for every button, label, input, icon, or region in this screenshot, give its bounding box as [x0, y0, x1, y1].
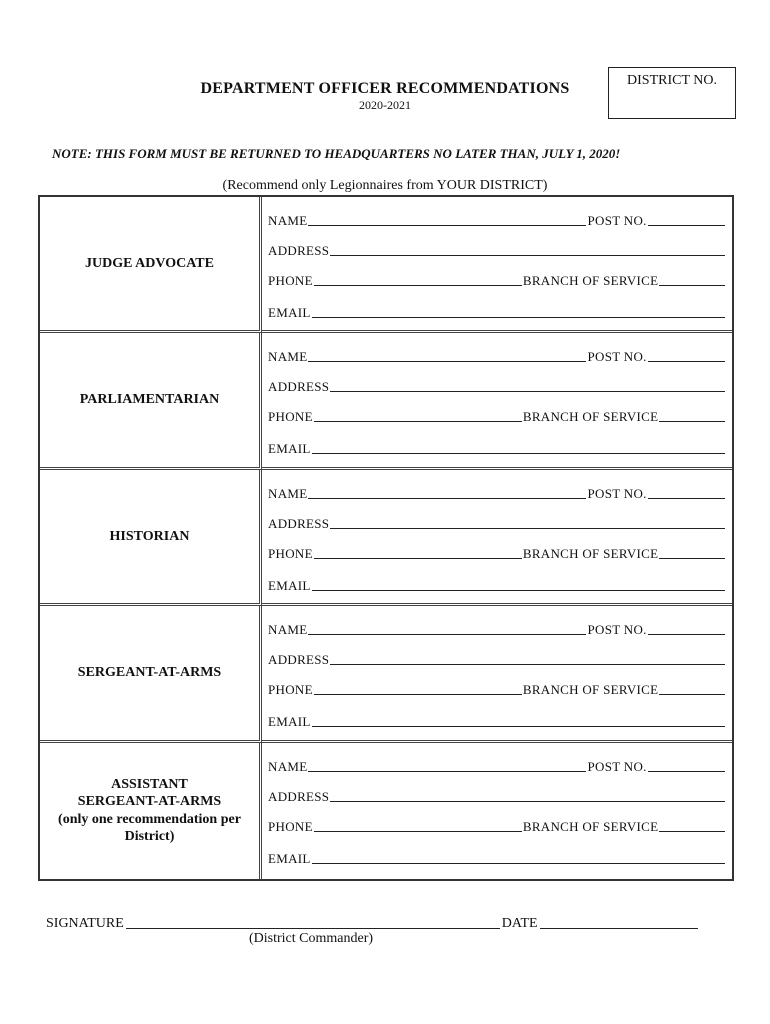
- address-label: ADDRESS: [268, 243, 330, 258]
- post-no-label: POST NO.: [587, 349, 647, 365]
- position-cell-parliamentarian: [40, 333, 262, 469]
- address-row: [268, 650, 726, 668]
- fields-cell-sergeant-at-arms: [262, 606, 732, 742]
- branch-label: BRANCH OF SERVICE: [522, 409, 659, 425]
- phone-input-line[interactable]: [314, 421, 522, 422]
- email-label: EMAIL: [268, 305, 311, 320]
- email-row: [268, 849, 726, 867]
- address-input-line[interactable]: [330, 801, 725, 802]
- name-input-line[interactable]: [308, 498, 586, 499]
- position-title-block: [85, 255, 214, 273]
- signature-line[interactable]: [126, 928, 500, 929]
- email-input-line[interactable]: [312, 863, 725, 864]
- position-title: SERGEANT-AT-ARMS: [77, 665, 222, 681]
- branch-label: BRANCH OF SERVICE: [522, 545, 659, 561]
- form-year: 2020-2021: [359, 98, 411, 112]
- position-title-block: [110, 528, 190, 546]
- phone-input-line[interactable]: [314, 694, 522, 695]
- date-label: DATE: [501, 916, 538, 931]
- name-input-line[interactable]: [308, 225, 586, 226]
- branch-input-line[interactable]: [659, 558, 725, 559]
- email-row: [268, 303, 726, 321]
- phone-branch-row: [268, 680, 726, 698]
- address-label: ADDRESS: [268, 515, 330, 531]
- position-title: HISTORIAN: [109, 528, 190, 544]
- address-row: [268, 514, 726, 532]
- name-post-row: [268, 211, 726, 229]
- post-no-label: POST NO.: [587, 213, 647, 228]
- post-no-input-line[interactable]: [648, 634, 725, 635]
- phone-branch-row: [268, 271, 726, 289]
- branch-label: BRANCH OF SERVICE: [522, 818, 659, 834]
- position-cell-judge-advocate: [40, 197, 262, 333]
- email-row: [268, 439, 726, 457]
- branch-label: BRANCH OF SERVICE: [522, 273, 659, 288]
- address-input-line[interactable]: [330, 255, 725, 256]
- email-row: [268, 576, 726, 594]
- signature-label: SIGNATURE: [46, 916, 124, 931]
- address-label: ADDRESS: [268, 788, 330, 804]
- phone-input-line[interactable]: [314, 285, 522, 286]
- position-cell-assistant-sergeant-at-arms: [40, 743, 262, 879]
- phone-label: PHONE: [268, 273, 313, 288]
- name-label: NAME: [268, 758, 308, 774]
- post-no-label: POST NO.: [587, 758, 647, 774]
- name-post-row: [268, 757, 726, 775]
- name-post-row: [268, 347, 726, 365]
- fields-cell-parliamentarian: [262, 333, 732, 469]
- name-label: NAME: [268, 622, 308, 638]
- address-row: [268, 787, 726, 805]
- address-input-line[interactable]: [330, 528, 725, 529]
- address-label: ADDRESS: [268, 379, 330, 395]
- position-title: PARLIAMENTARIAN: [79, 392, 220, 408]
- name-label: NAME: [268, 485, 308, 501]
- phone-label: PHONE: [268, 409, 313, 425]
- name-post-row: [268, 484, 726, 502]
- post-no-label: POST NO.: [587, 622, 647, 638]
- email-input-line[interactable]: [312, 590, 725, 591]
- position-title: JUDGE ADVOCATE: [85, 255, 214, 271]
- branch-input-line[interactable]: [659, 831, 725, 832]
- post-no-label: POST NO.: [587, 485, 647, 501]
- email-input-line[interactable]: [312, 317, 725, 318]
- recommendations-table: [38, 195, 734, 881]
- email-label: EMAIL: [268, 714, 311, 730]
- branch-input-line[interactable]: [659, 421, 725, 422]
- position-title-block: [78, 664, 221, 682]
- phone-branch-row: [268, 817, 726, 835]
- phone-label: PHONE: [268, 682, 313, 698]
- email-input-line[interactable]: [312, 453, 725, 454]
- position-title-block: [45, 776, 255, 846]
- address-row: [268, 241, 726, 259]
- fields-cell-historian: [262, 470, 732, 606]
- name-input-line[interactable]: [308, 361, 586, 362]
- fields-cell-assistant-sergeant-at-arms: [262, 743, 732, 879]
- position-title-block: [80, 391, 219, 409]
- fields-cell-judge-advocate: [262, 197, 732, 333]
- name-label: NAME: [268, 349, 308, 365]
- phone-label: PHONE: [268, 818, 313, 834]
- position-title: ASSISTANT SERGEANT-AT-ARMS: [77, 776, 222, 810]
- date-line[interactable]: [540, 928, 698, 929]
- post-no-input-line[interactable]: [648, 225, 725, 226]
- name-label: NAME: [268, 213, 308, 228]
- district-commander-label: (District Commander): [249, 931, 374, 946]
- phone-input-line[interactable]: [314, 831, 522, 832]
- name-post-row: [268, 620, 726, 638]
- position-cell-historian: [40, 470, 262, 606]
- phone-branch-row: [268, 544, 726, 562]
- instructions-subtitle: (Recommend only Legionnaires from YOUR DISTRICT): [222, 178, 548, 193]
- position-cell-sergeant-at-arms: [40, 606, 262, 742]
- post-no-input-line[interactable]: [648, 361, 725, 362]
- address-input-line[interactable]: [330, 664, 725, 665]
- branch-label: BRANCH OF SERVICE: [522, 682, 659, 698]
- email-label: EMAIL: [268, 850, 311, 866]
- address-label: ADDRESS: [268, 652, 330, 668]
- email-label: EMAIL: [268, 577, 311, 593]
- address-row: [268, 377, 726, 395]
- form-title: DEPARTMENT OFFICER RECOMMENDATIONS: [200, 80, 570, 97]
- name-input-line[interactable]: [308, 634, 586, 635]
- address-input-line[interactable]: [330, 391, 725, 392]
- branch-input-line[interactable]: [659, 694, 725, 695]
- signature-row: [46, 912, 726, 932]
- district-no-box[interactable]: DISTRICT NO.: [608, 67, 736, 119]
- branch-input-line[interactable]: [659, 285, 725, 286]
- deadline-note: NOTE: THIS FORM MUST BE RETURNED TO HEADQUARTERS NO LATER THAN, JULY 1, 2020!: [52, 146, 621, 161]
- post-no-input-line[interactable]: [648, 498, 725, 499]
- email-row: [268, 712, 726, 730]
- phone-input-line[interactable]: [314, 558, 522, 559]
- email-input-line[interactable]: [312, 726, 725, 727]
- name-input-line[interactable]: [308, 771, 586, 772]
- email-label: EMAIL: [268, 441, 311, 457]
- phone-branch-row: [268, 407, 726, 425]
- position-note: (only one recommendation per District): [58, 811, 241, 845]
- phone-label: PHONE: [268, 545, 313, 561]
- post-no-input-line[interactable]: [648, 771, 725, 772]
